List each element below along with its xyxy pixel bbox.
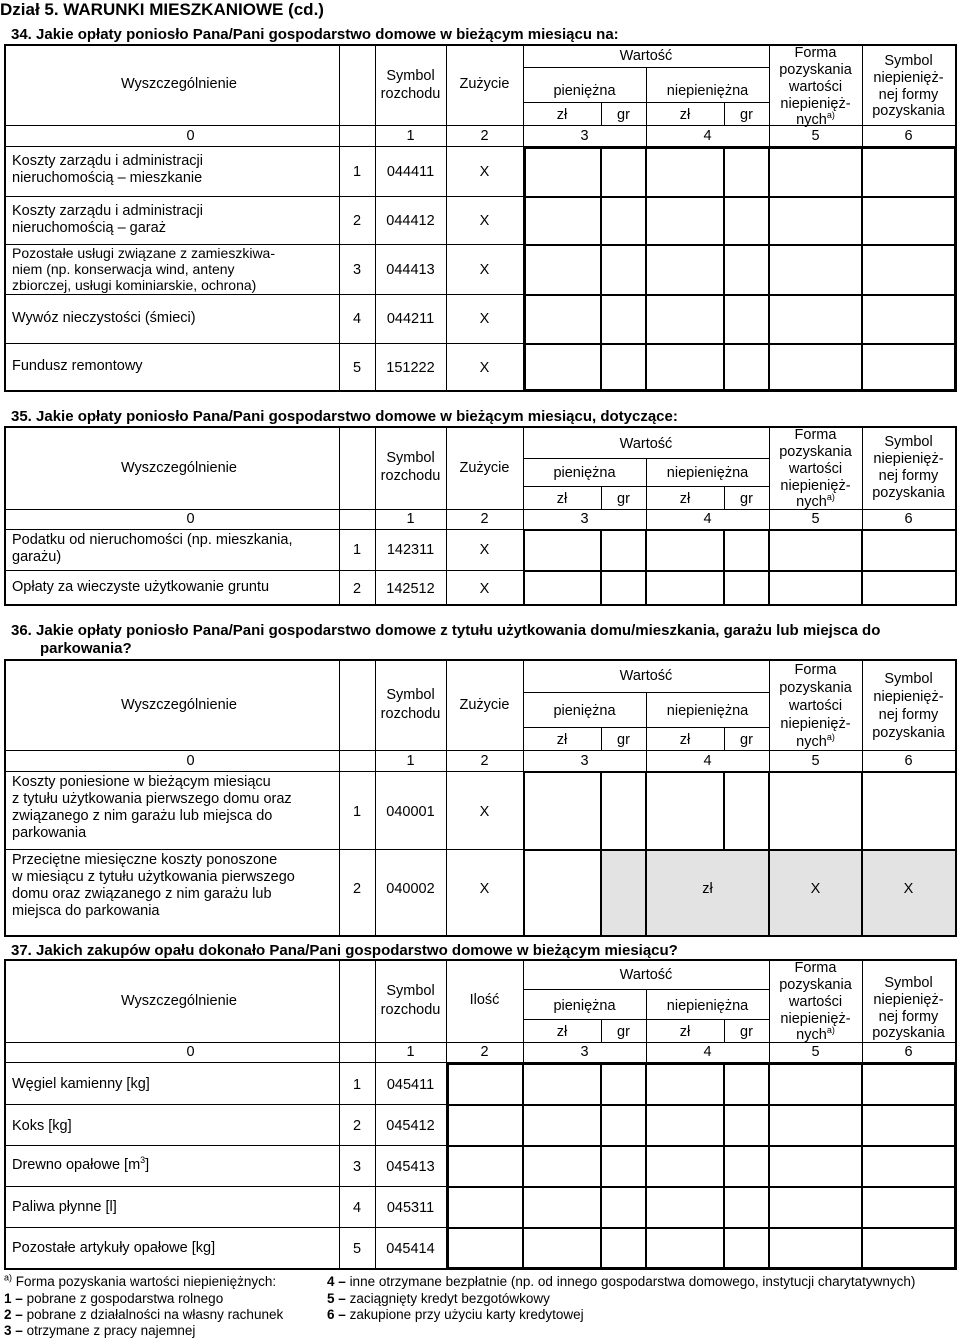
cell-text: 1 bbox=[352, 542, 362, 558]
cell-text: rozchodu bbox=[380, 1002, 441, 1018]
cell-text: 1 bbox=[406, 128, 415, 144]
cell-text: 040001 bbox=[386, 804, 435, 820]
cell-text: 4 bbox=[703, 511, 712, 527]
cell-text: nej formy bbox=[878, 707, 939, 723]
cell-text: zł bbox=[679, 1024, 691, 1040]
cell-text: Forma bbox=[794, 662, 837, 678]
cell-text: pieniężna bbox=[553, 998, 616, 1014]
grid-line bbox=[6, 294, 523, 295]
grid-line bbox=[768, 1062, 770, 1268]
cell-text: 1 bbox=[406, 753, 415, 769]
grid-line bbox=[861, 1062, 863, 1268]
cell-text: pozyskania bbox=[779, 680, 852, 696]
cell-text: pieniężna bbox=[553, 83, 616, 99]
table-row-label: Koks [kg] bbox=[12, 1118, 72, 1134]
cell-text: niepienięż- bbox=[780, 96, 851, 112]
cell-text: nych$^{a)}$ bbox=[796, 492, 835, 510]
cell-text: Symbol bbox=[386, 68, 435, 84]
cell-text: nej formy bbox=[878, 468, 939, 484]
cell-text: 3 bbox=[580, 128, 589, 144]
cell-text: X bbox=[479, 360, 490, 376]
cell-text: 3 bbox=[580, 753, 589, 769]
cell-text: 0 bbox=[186, 511, 195, 527]
table-row-label: Pozostałe artykuły opałowe [kg] bbox=[12, 1240, 216, 1256]
grid-line bbox=[861, 529, 863, 604]
cell-text: 5 bbox=[811, 128, 820, 144]
table-row-label: Wywóz nieczystości (śmieci) bbox=[12, 310, 196, 326]
cell-text: niepienięż- bbox=[873, 992, 944, 1008]
cell-text: pozyskania bbox=[779, 977, 852, 993]
cell-text: niepienięż- bbox=[873, 451, 944, 467]
cell-text: gr bbox=[617, 1024, 630, 1040]
cell-text: 3 bbox=[580, 511, 589, 527]
cell-text: X bbox=[479, 311, 490, 327]
cell-text: 045414 bbox=[386, 1241, 435, 1257]
cell-text: 5 bbox=[811, 753, 820, 769]
grid-line bbox=[523, 343, 955, 345]
grid-line bbox=[768, 529, 770, 604]
cell-text: gr bbox=[740, 732, 753, 748]
cell-text: pozyskania bbox=[872, 485, 945, 501]
cell-text: 6 bbox=[904, 128, 913, 144]
cell-text: X bbox=[810, 881, 821, 897]
cell-text: nej formy bbox=[878, 1009, 939, 1025]
cell-text: zł bbox=[556, 732, 568, 748]
grid-line bbox=[6, 343, 523, 344]
cell-text: zł bbox=[679, 107, 691, 123]
table-row-label: Opłaty za wieczyste użytkowanie gruntu bbox=[12, 579, 270, 595]
cell-text: niepienięż- bbox=[780, 716, 851, 732]
entry-grid[interactable] bbox=[523, 529, 957, 606]
grid-line bbox=[522, 1062, 524, 1268]
cell-text: 2 bbox=[480, 1044, 489, 1060]
cell-text: wartości bbox=[788, 994, 843, 1010]
cell-text: pozyskania bbox=[779, 62, 852, 78]
cell-text: pieniężna bbox=[553, 465, 616, 481]
cell-text: X bbox=[479, 804, 490, 820]
entry-grid[interactable] bbox=[523, 146, 957, 392]
grid-line bbox=[600, 529, 602, 604]
grid-line bbox=[645, 146, 647, 390]
table-row-label: Koszty poniesione w bieżącym miesiącu z tytułu użytkowania pierwszego domu oraz związanego z nim garażu lub miejsca do parkowania bbox=[12, 774, 292, 841]
cell-text: X bbox=[479, 881, 490, 897]
page-heading: Dział 5. WARUNKI MIESZKANIOWE (cd.) bbox=[0, 0, 324, 19]
grid-line bbox=[6, 1104, 446, 1105]
cell-text: niepieniężna bbox=[666, 83, 749, 99]
cell-text: 0 bbox=[186, 753, 195, 769]
table-row-label: Przeciętne miesięczne koszty ponoszone w miesiącu z tytułu użytkowania pierwszego domu oraz związanego z nim garażu lub miejsca do parkowania bbox=[12, 852, 295, 919]
question-37-title: 37. Jakich zakupów opału dokonało Pana/Pani gospodarstwo domowe w bieżącym miesiącu? bbox=[11, 942, 678, 959]
cell-text: 6 bbox=[904, 753, 913, 769]
cell-text: zł bbox=[702, 881, 713, 897]
grid-line bbox=[6, 196, 523, 197]
cell-text: niepienięż- bbox=[780, 1011, 851, 1027]
cell-text: 4 bbox=[703, 128, 712, 144]
cell-text: 044413 bbox=[386, 262, 435, 278]
cell-text: nych$^{a)}$ bbox=[796, 110, 835, 128]
cell-text: Symbol bbox=[386, 983, 435, 999]
cell-text: 3 bbox=[352, 1159, 362, 1175]
cell-text: 045411 bbox=[386, 1077, 435, 1093]
cell-text: 2 bbox=[480, 128, 489, 144]
cell-text: niepieniężna bbox=[666, 703, 749, 719]
cell-text: Symbol bbox=[884, 975, 933, 991]
cell-text: gr bbox=[617, 491, 630, 507]
cell-text: 045412 bbox=[386, 1118, 435, 1134]
cell-text: 044412 bbox=[386, 213, 435, 229]
grid-line bbox=[339, 961, 340, 1268]
cell-text: 142512 bbox=[386, 581, 435, 597]
grid-line bbox=[723, 771, 725, 849]
cell-text: Wartość bbox=[619, 967, 673, 983]
cell-text: zł bbox=[679, 491, 691, 507]
cell-text: Zużycie bbox=[459, 76, 510, 92]
cell-text: Symbol bbox=[884, 53, 933, 69]
cell-text: 2 bbox=[480, 511, 489, 527]
question-34-table bbox=[4, 44, 957, 392]
cell-text: Symbol bbox=[884, 434, 933, 450]
cell-text: 1 bbox=[406, 511, 415, 527]
cell-text: Wartość bbox=[619, 668, 673, 684]
cell-text: 040002 bbox=[386, 881, 435, 897]
table-row-label: Fundusz remontowy bbox=[12, 358, 143, 374]
cell-text: Wartość bbox=[619, 436, 673, 452]
question-35-title: 35. Jakie opłaty poniosło Pana/Pani gospodarstwo domowe w bieżącym miesiącu, dotyczące: bbox=[11, 408, 678, 425]
cell-text: 4 bbox=[352, 311, 362, 327]
cell-text: nej formy bbox=[878, 87, 939, 103]
cell-text: 3 bbox=[580, 1044, 589, 1060]
cell-text: 044211 bbox=[386, 311, 435, 327]
cell-text: 1 bbox=[352, 164, 362, 180]
grid-line bbox=[861, 146, 863, 390]
grid-line bbox=[523, 570, 955, 572]
cell-text: Wyszczególnienie bbox=[121, 76, 237, 92]
cell-text: Wartość bbox=[619, 48, 673, 64]
question-34-title: 34. Jakie opłaty poniosło Pana/Pani gospodarstwo domowe w bieżącym miesiącu na: bbox=[11, 26, 619, 43]
cell-text: 0 bbox=[186, 128, 195, 144]
grid-line bbox=[768, 146, 770, 390]
cell-text: niepienięż- bbox=[873, 70, 944, 86]
cell-text: rozchodu bbox=[380, 86, 441, 102]
cell-text: 2 bbox=[352, 1118, 362, 1134]
cell-text: zł bbox=[556, 491, 568, 507]
cell-text: 045311 bbox=[386, 1200, 435, 1216]
table-row-label: Podatku od nieruchomości (np. mieszkania, garażu) bbox=[12, 532, 293, 565]
cell-text: Symbol bbox=[386, 687, 435, 703]
cell-text: 6 bbox=[904, 511, 913, 527]
table-row-label: Koszty zarządu i administracji nieruchomością – garaż bbox=[12, 203, 203, 236]
cell-text: pozyskania bbox=[779, 444, 852, 460]
cell-text: gr bbox=[617, 107, 630, 123]
table-row-label: Węgiel kamienny [kg] bbox=[12, 1076, 150, 1092]
cell-text: Zużycie bbox=[459, 460, 510, 476]
cell-text: 3 bbox=[352, 262, 362, 278]
grid-line bbox=[723, 146, 725, 390]
question-35-table bbox=[4, 426, 957, 606]
cell-text: 2 bbox=[352, 581, 362, 597]
grid-line bbox=[6, 1186, 446, 1187]
cell-text: 044411 bbox=[386, 164, 435, 180]
cell-text: Forma bbox=[794, 960, 837, 976]
cell-text: 0 bbox=[186, 1044, 195, 1060]
cell-text: Wyszczególnienie bbox=[121, 460, 237, 476]
grid-line bbox=[6, 1145, 446, 1146]
cell-text: Forma bbox=[794, 427, 837, 443]
cell-text: rozchodu bbox=[380, 706, 441, 722]
grid-line bbox=[645, 1062, 647, 1268]
grid-line bbox=[523, 849, 955, 851]
cell-text: 5 bbox=[352, 360, 362, 376]
entry-grid[interactable] bbox=[523, 771, 957, 937]
cell-text: 142311 bbox=[386, 542, 435, 558]
cell-text: wartości bbox=[788, 461, 843, 477]
grid-line bbox=[723, 1062, 725, 1268]
cell-text: X bbox=[479, 581, 490, 597]
grid-line bbox=[600, 146, 602, 390]
cell-text: niepieniężna bbox=[666, 465, 749, 481]
question-36-title: 36. Jakie opłaty poniosło Pana/Pani gospodarstwo domowe z tytułu użytkowania domu/mieszkania, garażu lub miejsca do parkowania? bbox=[11, 622, 881, 657]
cell-text: X bbox=[479, 542, 490, 558]
grid-line bbox=[6, 1227, 446, 1228]
cell-text: 2 bbox=[352, 213, 362, 229]
grid-line bbox=[723, 529, 725, 604]
grid-line bbox=[768, 771, 770, 935]
cell-text: gr bbox=[740, 491, 753, 507]
cell-text: 1 bbox=[352, 804, 362, 820]
cell-text: 1 bbox=[406, 1044, 415, 1060]
cell-text: pozyskania bbox=[872, 725, 945, 741]
cell-text: 5 bbox=[811, 511, 820, 527]
grid-line bbox=[645, 529, 647, 604]
cell-text: 5 bbox=[352, 1241, 362, 1257]
cell-text: zł bbox=[679, 732, 691, 748]
cell-text: pozyskania bbox=[872, 1025, 945, 1041]
cell-text: Ilość bbox=[469, 992, 500, 1008]
table-row-label: Pozostałe usługi związane z zamieszkiwa- niem (np. konserwacja wind, anteny zbiorczej, usługi kominiarskie, ochrona) bbox=[12, 245, 275, 293]
cell-text: Symbol bbox=[386, 450, 435, 466]
cell-text: zł bbox=[556, 107, 568, 123]
question-37-table bbox=[4, 959, 957, 1270]
cell-text: X bbox=[479, 213, 490, 229]
cell-text: 1 bbox=[352, 1077, 362, 1093]
cell-text: nych$^{a)}$ bbox=[796, 732, 835, 750]
grid-line bbox=[861, 771, 863, 935]
cell-text: 4 bbox=[703, 1044, 712, 1060]
cell-text: zł bbox=[556, 1024, 568, 1040]
cell-text: Wyszczególnienie bbox=[121, 993, 237, 1009]
cell-text: X bbox=[479, 164, 490, 180]
cell-text: gr bbox=[617, 732, 630, 748]
grid-line bbox=[523, 196, 955, 198]
cell-text: wartości bbox=[788, 698, 843, 714]
cell-text: gr bbox=[740, 107, 753, 123]
cell-text: 4 bbox=[352, 1200, 362, 1216]
cell-text: wartości bbox=[788, 79, 843, 95]
grid-line bbox=[523, 294, 955, 296]
cell-text: 151222 bbox=[386, 360, 435, 376]
cell-text: niepienięż- bbox=[873, 689, 944, 705]
question-36-table bbox=[4, 659, 957, 937]
table-row-label: Koszty zarządu i administracji nieruchomością – mieszkanie bbox=[12, 153, 203, 186]
cell-text: gr bbox=[740, 1024, 753, 1040]
table-row-label: Paliwa płynne [l] bbox=[12, 1199, 117, 1215]
cell-text: X bbox=[903, 881, 914, 897]
cell-text: 045413 bbox=[386, 1159, 435, 1175]
grid-line bbox=[523, 244, 955, 246]
cell-text: pieniężna bbox=[553, 703, 616, 719]
grid-line bbox=[600, 1062, 602, 1268]
cell-text: 5 bbox=[811, 1044, 820, 1060]
cell-text: 4 bbox=[703, 753, 712, 769]
grid-line bbox=[600, 771, 602, 935]
cell-text: niepienięż- bbox=[780, 478, 851, 494]
cell-text: pozyskania bbox=[872, 103, 945, 119]
cell-text: niepieniężna bbox=[666, 998, 749, 1014]
cell-text: rozchodu bbox=[380, 468, 441, 484]
cell-text: 2 bbox=[352, 881, 362, 897]
cell-text: Forma bbox=[794, 45, 837, 61]
table-row-label: Drewno opałowe $[m^3]$ bbox=[12, 1155, 150, 1173]
cell-text: X bbox=[479, 262, 490, 278]
grid-line bbox=[645, 771, 647, 935]
cell-text: Wyszczególnienie bbox=[121, 697, 237, 713]
cell-text: Symbol bbox=[884, 671, 933, 687]
cell-text: nych$^{a)}$ bbox=[796, 1025, 835, 1043]
cell-text: 6 bbox=[904, 1044, 913, 1060]
cell-text: Zużycie bbox=[459, 697, 510, 713]
cell-text: 2 bbox=[480, 753, 489, 769]
